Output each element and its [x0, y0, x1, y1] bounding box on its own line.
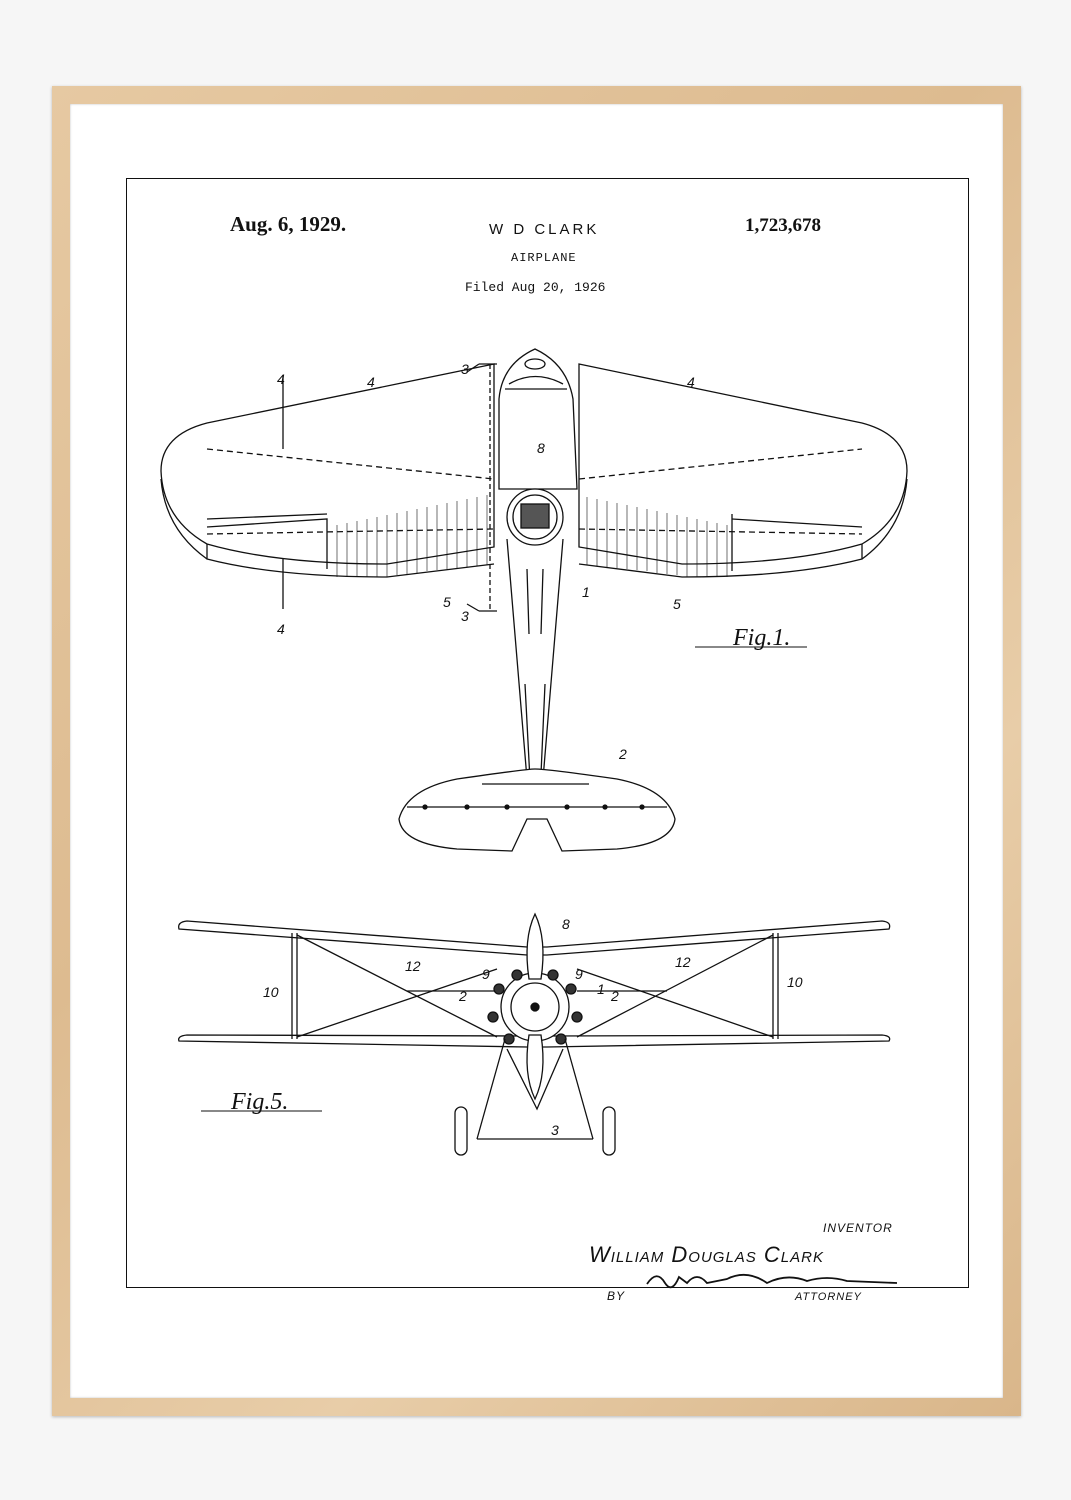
svg-text:8: 8 [562, 916, 570, 932]
svg-text:4: 4 [367, 374, 375, 390]
svg-text:1: 1 [597, 981, 605, 997]
svg-text:9: 9 [575, 966, 583, 982]
svg-text:9: 9 [482, 966, 490, 982]
fig5-label: Fig.5. [231, 1089, 289, 1115]
patent-filed-date: Filed Aug 20, 1926 [465, 280, 606, 295]
by-label: BY [607, 1289, 626, 1303]
svg-text:5: 5 [443, 594, 451, 610]
svg-text:10: 10 [263, 984, 279, 1000]
airplane-drawings [127, 179, 970, 1289]
patent-inventor-short: W D CLARK [489, 221, 600, 238]
passe-partout-mat [70, 104, 1003, 1398]
svg-text:4: 4 [277, 371, 285, 387]
fig1-top-view-drawing [161, 349, 907, 851]
inventor-name: William Douglas Clark [589, 1242, 824, 1267]
svg-text:12: 12 [405, 958, 421, 974]
inventor-role-label: INVENTOR [823, 1221, 893, 1235]
fig5-front-view-drawing [179, 914, 890, 1155]
patent-number: 1,723,678 [745, 215, 821, 236]
patent-print [126, 178, 969, 1303]
svg-text:4: 4 [687, 374, 695, 390]
fig1-label: Fig.1. [733, 625, 791, 651]
svg-text:8: 8 [537, 440, 545, 456]
svg-text:3: 3 [461, 608, 469, 624]
svg-text:3: 3 [461, 361, 469, 377]
svg-text:4: 4 [277, 621, 285, 637]
svg-text:3: 3 [551, 1122, 559, 1138]
svg-text:2: 2 [619, 746, 627, 762]
attorney-signature-drawing [647, 1275, 897, 1287]
svg-text:12: 12 [675, 954, 691, 970]
svg-text:2: 2 [611, 988, 619, 1004]
wood-frame [52, 86, 1021, 1416]
svg-text:5: 5 [673, 596, 681, 612]
svg-text:1: 1 [582, 584, 590, 600]
patent-title: AIRPLANE [511, 251, 577, 265]
patent-date: Aug. 6, 1929. [230, 212, 347, 236]
attorney-role-label: ATTORNEY [795, 1291, 862, 1303]
svg-text:2: 2 [459, 988, 467, 1004]
svg-text:10: 10 [787, 974, 803, 990]
